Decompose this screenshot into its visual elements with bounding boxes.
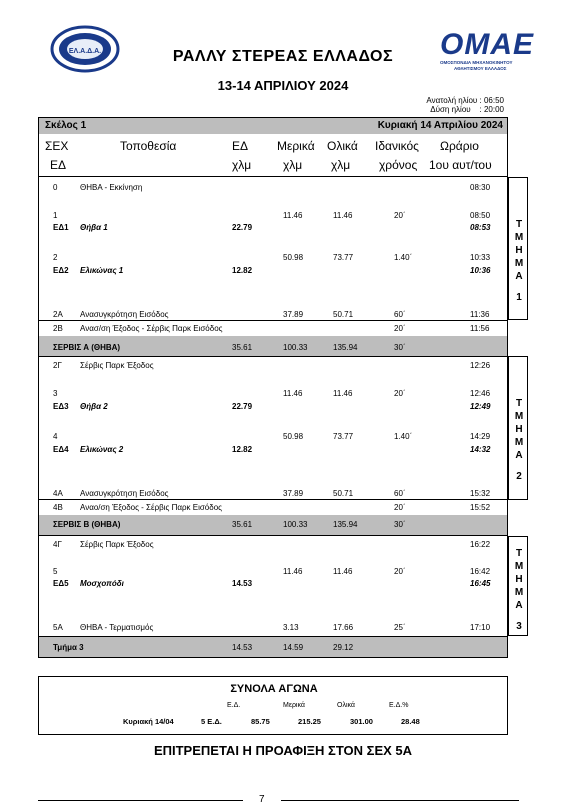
cell-c: ΕΔ3 [53,402,69,411]
cell-ed: 35.61 [232,520,253,529]
cell-c: 0 [53,183,58,192]
cell-time: 17:10 [470,623,491,632]
cell-c: 4Γ [53,540,62,549]
cell-part: 11.46 [283,211,303,220]
cell-time: 08:50 [470,211,491,220]
cell-part: 11.46 [283,389,303,398]
cell-tot: 17.66 [333,623,354,632]
cell-loc: Ελικώνας 1 [80,266,124,275]
cell-time: 16:45 [470,579,491,588]
cell-time: 11:36 [470,310,490,319]
cell-tgt: 30΄ [394,520,406,529]
page-title: ΡΑΛΛΥ ΣΤΕΡΕΑΣ ΕΛΛΑΔΟΣ [172,48,394,65]
cell-tot: 50.71 [333,489,354,498]
col-ed: ΕΔ [50,158,67,172]
cell-c: 4Β [53,503,63,512]
cell-time: 16:22 [470,540,491,549]
cell-tot: 135.94 [333,520,358,529]
cell-c: ΣΕΡΒΙΣ Α (ΘΗΒΑ) [53,343,121,352]
cell-tot: 73.77 [333,253,354,262]
cell-part: 50.98 [283,432,304,441]
col-liaison: Μερικά [277,139,315,153]
totals-ed: 85.75 [251,717,270,726]
cell-time: 15:52 [470,503,491,512]
cell-time: 10:33 [470,253,491,262]
cell-ed: 12.82 [232,445,253,454]
event-dates: 13-14 ΑΠΡΙΛΙΟΥ 2024 [217,78,349,93]
cell-tot: 135.94 [333,343,358,352]
cell-part: 37.89 [283,310,304,319]
cell-time: 11:56 [470,324,490,333]
totals-count: 5 Ε.Δ. [201,717,222,726]
timetable [38,117,508,658]
col-time: Ωράριο [440,139,479,153]
section-label-3: Τ Μ Η Μ Α 3 [514,548,524,632]
cell-loc: Ανασ/ση Έξοδος - Σέρβις Παρκ Εισόδος [80,324,223,333]
cell-c: ΣΕΡΒΙΣ Β (ΘΗΒΑ) [53,520,121,529]
col-location: Τοποθεσία [120,139,177,153]
cell-c: ΕΔ4 [53,445,69,454]
section3-total-bar [39,636,507,657]
cell-tot: 11.46 [333,211,353,220]
cell-loc: Ανασυγκρότηση Εισόδος [80,489,169,498]
leg-day: Κυριακή 14 Απριλίου 2024 [377,120,503,131]
cell-c: 2Α [53,310,63,319]
cell-part: 3.13 [283,623,299,632]
cell-loc: Σέρβις Παρκ Έξοδος [80,361,154,370]
cell-time: 14:29 [470,432,491,441]
cell-part: 11.46 [283,567,303,576]
cell-loc: Θήβα 1 [80,223,108,232]
totals-part: 215.25 [298,717,321,726]
cell-time: 08:53 [470,223,491,232]
cell-c: 5 [53,567,58,576]
cell-c: 5Α [53,623,63,632]
divider [39,636,507,637]
divider [39,356,507,357]
cell-tgt: 20΄ [394,567,406,576]
cell-tgt: 20΄ [394,503,406,512]
cell-c: Τμήμα 3 [53,643,84,652]
cell-loc: ΘΗΒΑ - Εκκίνηση [80,183,143,192]
section-tab-1 [508,177,528,320]
col-ed-km: ΕΔ [232,139,249,153]
section-tab-2 [508,356,528,500]
section-label-2: Τ Μ Η Μ Α 2 [514,398,524,482]
cell-c: 3 [53,389,58,398]
early-arrival-note: ΕΠΙΤΡΕΠΕΤΑΙ Η ΠΡΟΑΦΙΞΗ ΣΤΟΝ ΣΕΧ 5Α [153,743,413,758]
cell-loc: Θήβα 2 [80,402,108,411]
cell-tot: 11.46 [333,389,353,398]
cell-loc: Ελικώνας 2 [80,445,124,454]
cell-tot: 73.77 [333,432,354,441]
cell-tgt: 1.40΄ [394,253,413,262]
cell-tot: 11.46 [333,567,353,576]
totals-tot: 301.00 [350,717,373,726]
totals-day: Κυριακή 14/04 [123,717,174,726]
cell-c: 2Β [53,324,63,333]
omae-logo-text: ΟΜΑΕ [440,28,534,61]
cell-c: ΕΔ5 [53,579,69,588]
cell-ed: 22.79 [232,402,253,411]
col-sex: ΣΕΧ [45,139,69,153]
cell-loc: Μοσχοπόδι [80,579,124,588]
cell-part: 50.98 [283,253,304,262]
footer-line-left [38,800,243,801]
omae-logo-sub1: ΟΜΟΣΠΟΝΔΙΑ ΜΗΧΑΝΟΚΙΝΗΤΟΥ [440,60,513,65]
cell-part: 100.33 [283,343,308,352]
col-total: Ολικά [327,139,358,153]
cell-time: 10:36 [470,266,491,275]
cell-time: 08:30 [470,183,491,192]
page-number: 7 [259,794,265,805]
totals-box [38,676,508,735]
cell-tgt: 25΄ [394,623,406,632]
cell-time: 16:42 [470,567,491,576]
omae-logo-sub2: ΑΘΛΗΤΙΣΜΟΥ ΕΛΛΑΔΟΣ [454,66,507,71]
cell-c: 2Γ [53,361,62,370]
col-target: Ιδανικός [375,139,419,153]
cell-tgt: 20΄ [394,211,406,220]
cell-ed: 14.53 [232,643,253,652]
totals-title: ΣΥΝΟΛΑ ΑΓΩΝΑ [230,683,318,695]
divider [39,499,507,500]
section-tab-3 [508,536,528,636]
cell-c: ΕΔ2 [53,266,69,275]
sunset-text: Δύση ηλίου : 20:00 [430,105,504,114]
totals-h-pct: Ε.Δ.% [389,702,409,709]
col-total-unit: χλμ [331,158,351,172]
cell-tot: 50.71 [333,310,354,319]
divider [39,535,507,536]
cell-c: 1 [53,211,58,220]
cell-tgt: 20΄ [394,389,406,398]
cell-part: 37.89 [283,489,304,498]
elada-logo-text: ΕΛ.Α.Δ.Α. [68,48,102,55]
cell-tgt: 60΄ [394,310,406,319]
cell-c: ΕΔ1 [53,223,69,232]
cell-ed: 22.79 [232,223,253,232]
cell-ed: 12.82 [232,266,253,275]
cell-part: 14.59 [283,643,304,652]
cell-tgt: 60΄ [394,489,406,498]
cell-c: 2 [53,253,58,262]
divider [39,320,507,321]
cell-time: 12:46 [470,389,491,398]
divider [39,176,507,177]
cell-time: 14:32 [470,445,491,454]
leg-label: Σκέλος 1 [45,120,87,131]
section-label-1: Τ Μ Η Μ Α 1 [514,219,524,303]
col-time-unit: 1ου αυτ/του [429,158,492,172]
cell-time: 15:32 [470,489,491,498]
cell-time: 12:49 [470,402,491,411]
totals-pct: 28.48 [401,717,420,726]
cell-loc: ΘΗΒΑ - Τερματισμός [80,623,154,632]
cell-loc: Αναο/ση Έξοδος - Σέρβις Παρκ Εισόδος [80,503,223,512]
col-target-unit: χρόνος [379,158,418,172]
sunrise-text: Ανατολή ηλίου : 06:50 [426,96,504,105]
col-liaison-unit: χλμ [283,158,303,172]
cell-loc: Ανασυγκρότηση Εισόδος [80,310,169,319]
cell-c: 4Α [53,489,63,498]
cell-tot: 29.12 [333,643,354,652]
cell-loc: Σέρβις Παρκ Έξοδος [80,540,154,549]
cell-tgt: 1.40΄ [394,432,413,441]
cell-tgt: 30΄ [394,343,406,352]
totals-h-tot: Ολικά [337,702,355,709]
totals-h-ed: Ε.Δ. [227,702,241,709]
col-ed-km-unit: χλμ [232,158,252,172]
cell-ed: 35.61 [232,343,253,352]
cell-c: 4 [53,432,58,441]
cell-ed: 14.53 [232,579,253,588]
cell-part: 100.33 [283,520,308,529]
cell-time: 12:26 [470,361,491,370]
leg-header [39,118,507,134]
totals-h-part: Μερικά [283,702,305,709]
cell-tgt: 20΄ [394,324,406,333]
footer-line-right [281,800,519,801]
